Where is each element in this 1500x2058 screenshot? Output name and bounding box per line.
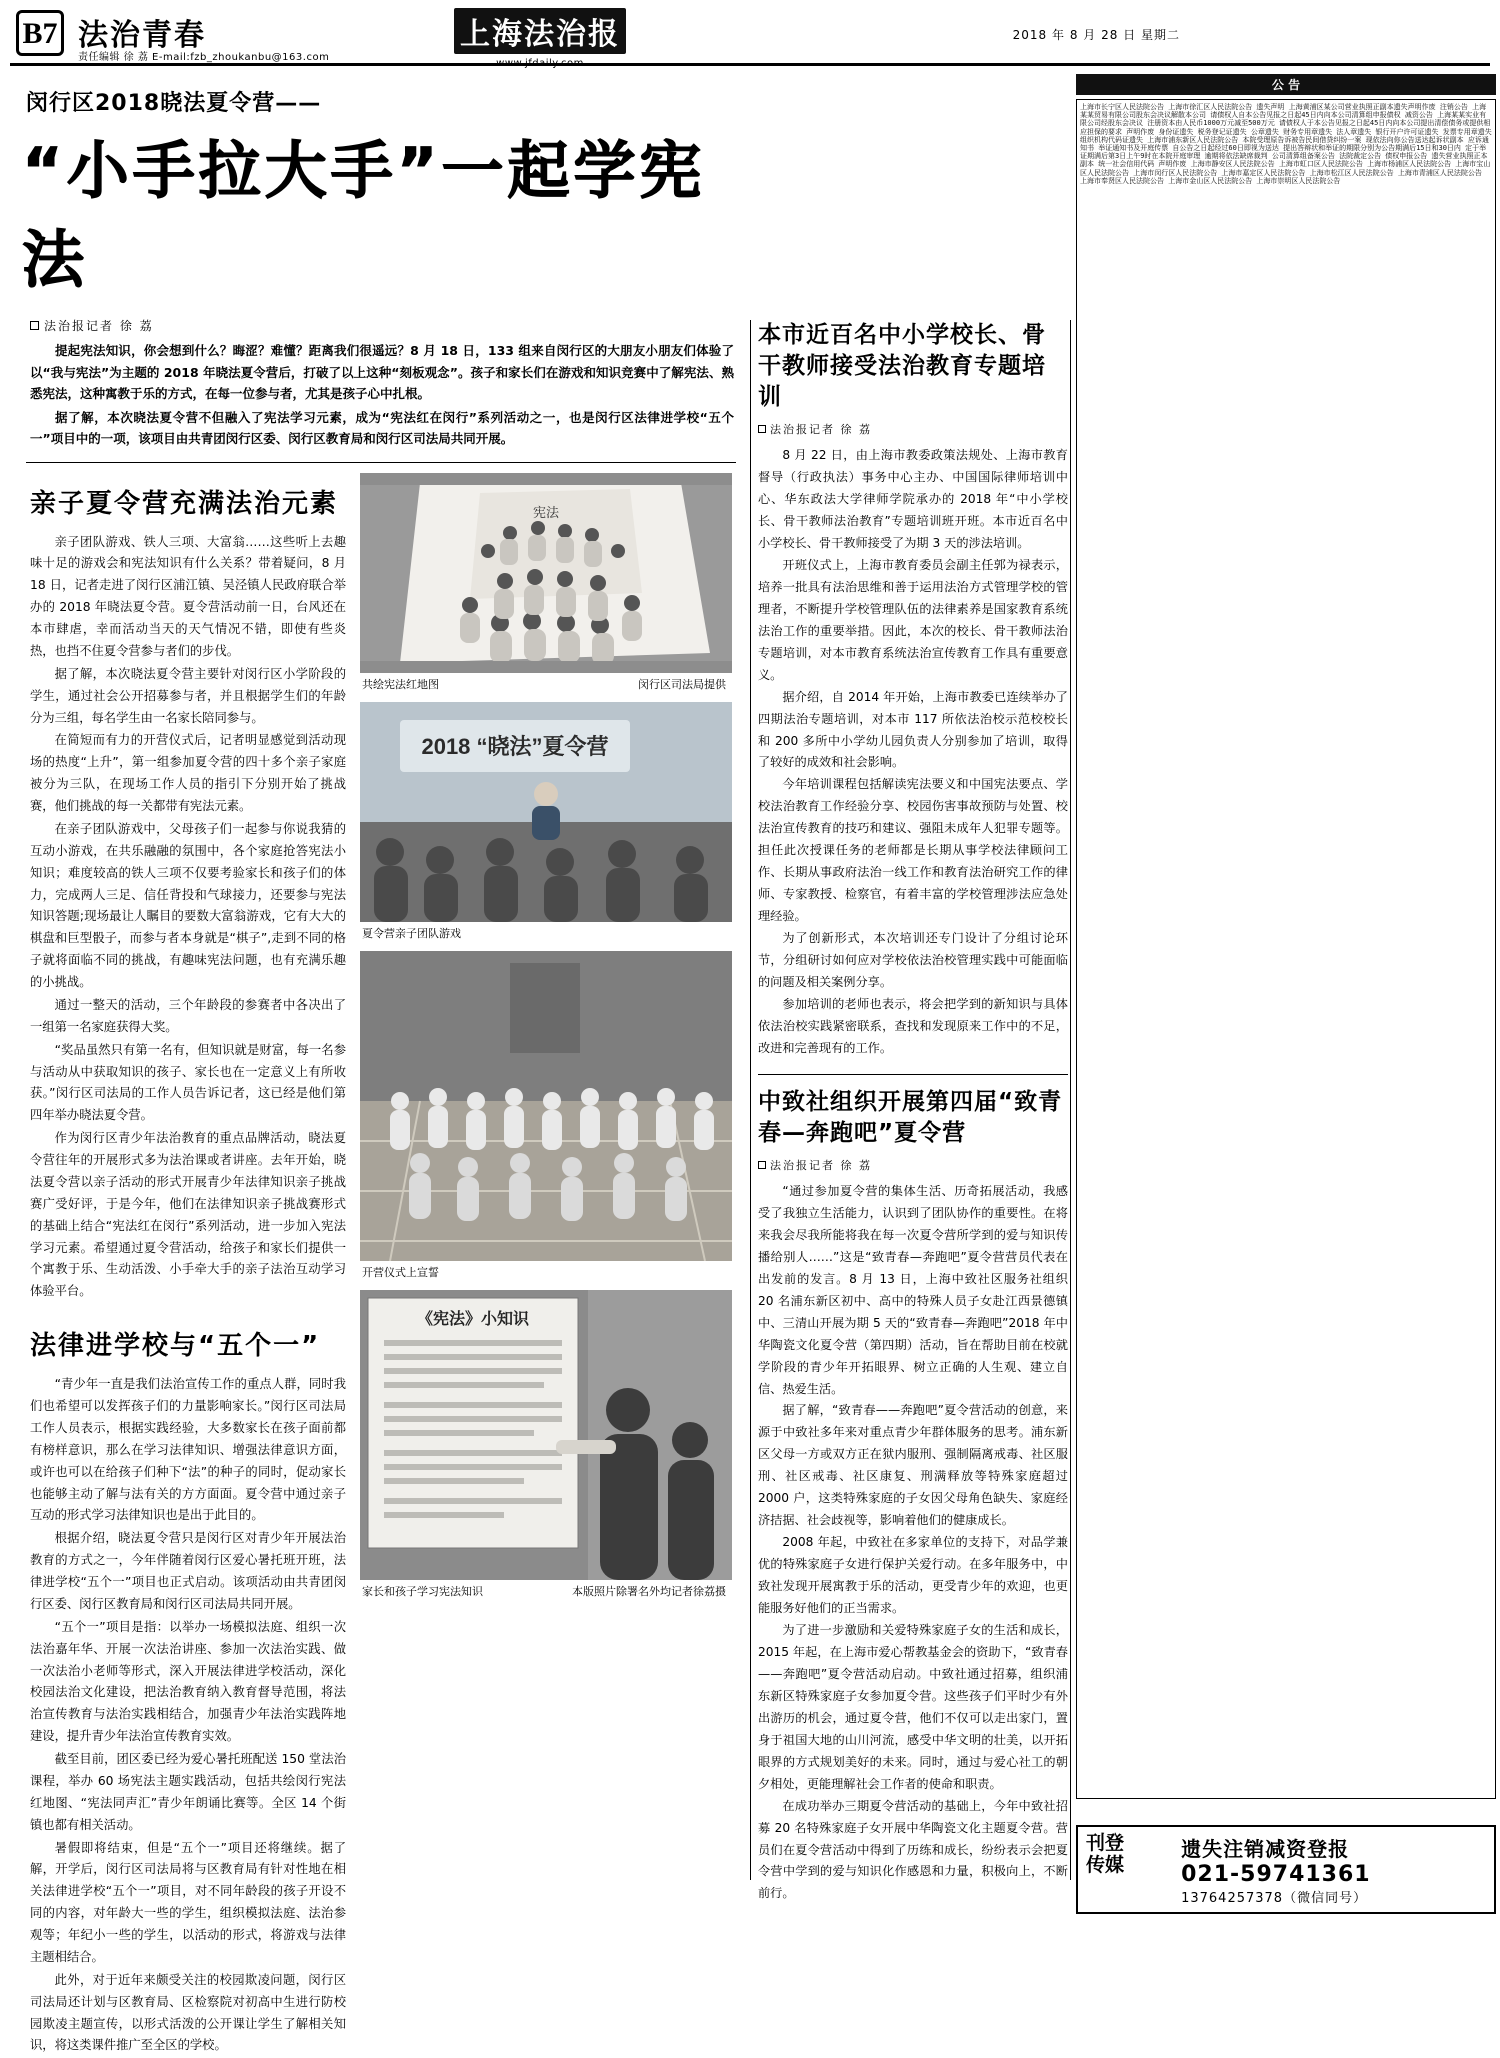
photo-red-map-image (360, 473, 732, 673)
svg-text:宪法: 宪法 (533, 505, 560, 520)
photo-credit: 闵行区司法局提供 (638, 676, 726, 692)
photo-reading-panels-image (360, 1290, 732, 1580)
photo-red-map (360, 473, 732, 673)
section-title: 法治青春 (78, 10, 206, 54)
mid-article-2-title: 中致社组织开展第四届“致青春—奔跑吧”夏令营 (758, 1087, 1068, 1149)
photo-team-game-image (360, 702, 732, 922)
paragraph: “通过参加夏令营的集体生活、历奇拓展活动，我感受了我独立生活能力，认识到了团队协作的重要性。在将来我会尽我所能将我在每一次夏令营所学到的爱与知识传播给别人……”这是“致青春—奔跑吧”夏令营营员代表在出发前的发言。8 月 13 日，上海中致社区服务社组织 20 名浦东新区初中、高中的特殊人员子女赴江西景德镇中、三清山开展为期 5 天的“致青春—奔跑吧”2018 年中华陶瓷文化夏令营（第四期）活动，旨在帮助目前在校就学阶段的青少年开拓眼界、树立正确的人生观、建立自信、热爱生活。 (758, 1181, 1068, 1401)
mid-article-1-title: 本市近百名中小学校长、骨干教师接受法治教育专题培训 (758, 320, 1068, 413)
article-headline: “小手拉大手”一起学宪法 (22, 121, 746, 299)
page-body (10, 74, 1490, 1894)
paragraph: 据介绍，自 2014 年开始，上海市教委已连续举办了四期法治专题培训，对本市 117 所依法治校示范校校长和 200 多所中小学幼儿园负责人分别参加了培训，取得了较好的成效和社会影响。 (758, 687, 1068, 775)
paragraph: 亲子团队游戏、铁人三项、大富翁……这些听上去趣味十足的游戏会和宪法知识有什么关系？带着疑问，8 月 18 日，记者走进了闵行区浦江镇、吴泾镇人民政府联合举办的 2018 年晓法夏令营。夏令营活动前一日，台风还在本市肆虐，幸而活动当天的天气情况不错，即使有些炎热，也挡不住夏令营参与者们的步伐。 (30, 532, 346, 663)
column-divider-1 (750, 320, 751, 1880)
photo-credit: 本版照片除署名外均记者徐荔摄 (572, 1583, 726, 1599)
classified-notices (1076, 99, 1496, 1799)
paragraph: 作为闵行区青少年法治教育的重点品牌活动，晓法夏令营往年的开展形式多为法治课或者讲座。去年开始，晓法夏令营以亲子活动的形式开展青少年法律知识亲子挑战赛广受好评，于是今年，他们在法律知识亲子挑战赛形式的基础上结合“宪法红在闵行”系列活动，进一步加入宪法学习元素。希望通过夏令营活动，给孩子和家长们提供一个寓教于乐、生动活泼、小手牵大手的亲子法治互动学习体验平台。 (30, 1128, 346, 1303)
paragraph: 8 月 22 日，由上海市教委政策法规处、上海市教育督导（行政执法）事务中心主办、中国国际律师培训中心、华东政法大学律师学院承办的 2018 年“中小学校长、骨干教师法治教育”专题培训班开班。本市近百名中小学校长、骨干教师接受了为期 3 天的涉法培训。 (758, 445, 1068, 555)
main-article-column (16, 74, 746, 2058)
page-badge (16, 10, 64, 56)
photo-caption: 开营仪式上宣誓 (362, 1264, 439, 1280)
paragraph: “五个一”项目是指：以举办一场模拟法庭、组织一次法治嘉年华、开展一次法治讲座、参加一次法治实践、做一次法治小老师等形式，深入开展法律进学校活动，深化校园法治文化建设，把法治教育纳入教育督导范围，将法治宣传教育与法治实践相结合，加强青少年法治实践阵地建设，提升青少年法治宣传教育实效。 (30, 1617, 346, 1748)
ad-service-line: 遗失注销减资登报 (1181, 1833, 1481, 1862)
classified-column (1076, 74, 1496, 1914)
paragraph: “青少年一直是我们法治宣传工作的重点人群，同时我们也希望可以发挥孩子们的力量影响家长。”闵行区司法局工作人员表示，根据实践经验，大多数家长在孩子面前都有榜样意识，那么在学习法律知识、增强法律意识方面，或许也可以在给孩子们种下“法”的种子的同时，促动家长也能够主动了解与法有关的方方面面。夏令营中通过亲子互动的形式学习法律知识也是出于此目的。 (30, 1374, 346, 1527)
photo-caption: 家长和孩子学习宪法知识 (362, 1583, 483, 1599)
article-photo-column (356, 473, 728, 2058)
page-badge-label: B7 (22, 17, 57, 50)
article-byline (30, 317, 746, 334)
byline-marker-icon (758, 1161, 766, 1169)
publication-date: 2018 年 8 月 28 日 星期二 (1013, 26, 1180, 43)
article-text-column (16, 473, 356, 2058)
lead-paragraph: 提起宪法知识，你会想到什么？晦涩？难懂？距离我们很遥远？8 月 18 日，133 组来自闵行区的大朋友小朋友们体验了以“我与宪法”为主题的 2018 年晓法夏令营后，打破了以上这种“刻板观念”。孩子和家长们在游戏和知识竞赛中了解宪法、熟悉宪法，这种寓教于乐的方式，在每一位参与者，尤其是孩子心中扎根。 (30, 340, 734, 405)
mid-article-2-byline (758, 1157, 1068, 1173)
ad-brand: 刊登 传媒 (1086, 1833, 1176, 1877)
article-kicker: 闵行区2018晓法夏令营—— (26, 86, 746, 117)
column-divider-2 (1070, 320, 1071, 1880)
classified-ad-phone[interactable] (1076, 1825, 1496, 1914)
classified-block (1076, 74, 1496, 1914)
photo-caption-row (360, 1580, 728, 1609)
paragraph: 为了创新形式，本次培训还专门设计了分组讨论环节，分组研讨如何应对学校依法治校管理实践中可能面临的问题及相关案例分享。 (758, 928, 1068, 994)
paragraph: 此外，对于近年来颇受关注的校园欺凌问题，闵行区司法局还计划与区教育局、区检察院对初高中生进行防校园欺凌主题宣传，以形式活泼的公开课让学生了解相关知识，将这类课件推广至全区的学校。 (30, 1970, 346, 2058)
photo-caption-row (360, 673, 728, 702)
paragraph: 据了解，本次晓法夏令营主要针对闵行区小学阶段的学生，通过社会公开招募参与者，并且根据学生们的年龄分为三组，每名学生由一名家长陪同参与。 (30, 664, 346, 730)
svg-text:《宪法》小知识: 《宪法》小知识 (417, 1309, 530, 1328)
classified-band-title: 公 告 (1076, 74, 1496, 95)
photo-opening-oath (360, 951, 732, 1261)
paragraph: 为了进一步激励和关爱特殊家庭子女的生活和成长，2015 年起，在上海市爱心帮教基金会的资助下，“致青春——奔跑吧”夏令营活动启动。中致社通过招募，组织浦东新区特殊家庭子女参加夏令营。这些孩子们平时少有外出游历的机会，通过夏令营，他们不仅可以走出家门，置身于祖国大地的山川河流，感受中华文明的壮美，以开拓眼界的方式规划美好的未来。同时，通过与爱心社工的朝夕相处，更能理解社会工作者的使命和职责。 (758, 1620, 1068, 1796)
paragraph: 2008 年起，中致社在多家单位的支持下，对品学兼优的特殊家庭子女进行保护关爱行动。在多年服务中，中致社发现开展寓教于乐的活动，更受青少年的欢迎，也更能服务好他们的正当需求。 (758, 1532, 1068, 1620)
ad-phone-number[interactable]: 021-59741361 (1181, 1862, 1481, 1887)
mid-article-1-byline (758, 421, 1068, 437)
editor-contact-line: 责任编辑 徐 荔 E-mail:fzb_zhoukanbu@163.com (78, 48, 329, 63)
paper-url: www.jfdaily.com (440, 58, 640, 69)
masthead (10, 8, 1490, 66)
paragraph: 今年培训课程包括解读宪法要义和中国宪法要点、学校法治教育工作经验分享、校园伤害事故预防与处置、校法治宣传教育的技巧和建议、强阻未成年人犯罪专题等。担任此次授课任务的老师都是长期从事学校法律顾问工作、长期从事政府法治一线工作和教育法治研究工作的律师、专家教授、检察官，有着丰富的学校管理涉法应急处理经验。 (758, 774, 1068, 928)
paper-logo (440, 8, 640, 69)
secondary-articles-column (758, 320, 1068, 1905)
photo-caption-row (360, 1261, 728, 1290)
photo-team-game (360, 702, 732, 922)
byline-text: 法治报记者 徐 荔 (44, 319, 154, 333)
svg-text:2018 “晓法”夏令营: 2018 “晓法”夏令营 (421, 734, 608, 759)
paragraph: 暑假即将结束，但是“五个一”项目还将继续。据了解，开学后，闵行区司法局将与区教育局有针对性地在相关法律进学校“五个一”项目，对不同年龄段的孩子开设不同的内容，对年龄大一些的学生，组织模拟法庭、法治参观等；年纪小一些的学生，以活动的形式，将游戏与法律主题相结合。 (30, 1838, 346, 1969)
photo-reading-panels (360, 1290, 732, 1580)
article-lead (30, 340, 734, 450)
photo-caption: 夏令营亲子团队游戏 (362, 925, 461, 941)
paragraph: 据了解，“致青春——奔跑吧”夏令营活动的创意，来源于中致社多年来对重点青少年群体服务的思考。浦东新区父母一方或双方正在狱内服刑、强制隔离戒毒、社区服刑、社区戒毒、社区康复、刑满释放等特殊家庭超过 2000 户，这类特殊家庭的子女因父母角色缺失、家庭经济拮据、社会歧视等，影响着他们的健康成长。 (758, 1400, 1068, 1532)
paper-name: 上海法治报 (454, 8, 626, 54)
byline-marker-icon (758, 425, 766, 433)
subheading-2: 法律进学校与“五个一” (30, 1325, 346, 1362)
paragraph: 开班仪式上，上海市教育委员会副主任郭为禄表示，培养一批具有法治思维和善于运用法治方式管理学校的管理者，不断提升学校管理队伍的法律素养是国家教育系统法治工作的重要举措。因此，本次的校长、骨干教师法治专题培训，对本市教育系统法治宣传教育工作具有重要意义。 (758, 555, 1068, 687)
ad-details (1181, 1833, 1481, 1906)
paragraph: 参加培训的老师也表示，将会把学到的新知识与具体依法治校实践紧密联系，查找和发现原来工作中的不足，改进和完善现有的工作。 (758, 994, 1068, 1060)
photo-caption-row (360, 922, 728, 951)
article-body-columns (16, 473, 746, 2058)
paragraph: 根据介绍，晓法夏令营只是闵行区对青少年开展法治教育的方式之一，今年伴随着闵行区爱心暑托班开班，法律进学校“五个一”项目也正式启动。该项活动由共青团闵行区委、闵行区教育局和闵行区司法局共同开展。 (30, 1528, 346, 1616)
paragraph: 截至目前，团区委已经为爱心暑托班配送 150 堂法治课程，举办 60 场宪法主题实践活动，包括共绘闵行宪法红地图、“宪法同声汇”青少年朗诵比赛等。全区 14 个街镇也都有相关活动。 (30, 1749, 346, 1837)
byline-marker-icon (30, 321, 39, 330)
classified-notices-text: 上海市长宁区人民法院公告 上海市徐汇区人民法院公告 遗失声明 上海黄浦区某公司营业执照正副本遗失声明作废 注销公告 上海某某贸易有限公司股东会决议解散本公司 请债权人自本公告见报之日起45日内向本公司清算组申报债权 减资公告 上海某某实业有限公司经股东会决议 注册资本由人民币1000万元减至500万元 请债权人于本公告见报之日起45日内向本公司提出清偿债务或提供相应担保的要求 声明作废 身份证遗失 税务登记证遗失 公章遗失 财务专用章遗失 法人章遗失 银行开户许可证遗失 发票专用章遗失 组织机构代码证遗失 上海市浦东新区人民法院公告 本院受理原告诉被告民间借贷纠纷一案 现依法向你公告送达起诉状副本 应诉通知书 举证通知书及开庭传票 自公告之日起经过60日即视为送达 提出答辩状和举证的期限分别为公告期满后15日和30日内 定于举证期满后第3日上午9时在本院开庭审理 逾期将依法缺席裁判 公司清算组备案公告 法院裁定公告 债权申报公告 遗失营业执照正本副本 统一社会信用代码 声明作废 上海市静安区人民法院公告 上海市虹口区人民法院公告 上海市杨浦区人民法院公告 上海市宝山区人民法院公告 上海市闵行区人民法院公告 上海市嘉定区人民法院公告 上海市松江区人民法院公告 上海市青浦区人民法院公告 上海市奉贤区人民法院公告 上海市金山区人民法院公告 上海市崇明区人民法院公告 (1080, 103, 1492, 185)
subheading-1: 亲子夏令营充满法治元素 (30, 483, 346, 520)
byline-text: 法治报记者 徐 荔 (770, 423, 872, 436)
paragraph: 在亲子团队游戏中，父母孩子们一起参与你说我猜的互动小游戏，在共乐融融的氛围中，各个家庭抢答宪法小知识；难度较高的铁人三项不仅要考验家长和孩子们的体力，完成两人三足、信任背投和气球接力，还要参与宪法知识答题;现场最让人瞩目的要数大富翁游戏，它有大大的棋盘和巨型骰子，而参与者本身就是“棋子”,走到不同的格子就将面临不同的挑战，有趣味宪法问题，也有充满乐趣的小挑战。 (30, 819, 346, 994)
paragraph: 通过一整天的活动，三个年龄段的参赛者中各决出了一组第一名家庭获得大奖。 (30, 995, 346, 1039)
paragraph: 在成功举办三期夏令营活动的基础上，今年中致社招募 20 名特殊家庭子女开展中华陶瓷文化主题夏令营。营员们在夏令营活动中得到了历练和成长，纷纷表示会把夏令营中学到的爱与知识化作感恩和力量，积极向上，不断前行。 (758, 1796, 1068, 1906)
ad-mobile-number[interactable]: 13764257378（微信同号） (1181, 1887, 1481, 1906)
photo-opening-oath-image (360, 951, 732, 1261)
section-rule (26, 462, 736, 463)
paragraph: “奖品虽然只有第一名有，但知识就是财富，每一名参与活动从中获取知识的孩子、家长也在一定意义上有所收获。”闵行区司法局的工作人员告诉记者，这已经是他们第四年举办晓法夏令营。 (30, 1040, 346, 1128)
photo-caption: 共绘宪法红地图 (362, 676, 439, 692)
lead-paragraph: 据了解，本次晓法夏令营不但融入了宪法学习元素，成为“宪法红在闵行”系列活动之一，也是闵行区法律进学校“五个一”项目中的一项，该项目由共青团闵行区委、闵行区教育局和闵行区司法局共同开展。 (30, 407, 734, 450)
article-separator (758, 1074, 1068, 1075)
byline-text: 法治报记者 徐 荔 (770, 1159, 872, 1172)
paragraph: 在简短而有力的开营仪式后，记者明显感觉到活动现场的热度“上升”，第一组参加夏令营的四十多个亲子家庭被分为三队，在现场工作人员的指引下分别开始了挑战赛，他们挑战的每一关都带有宪法元素。 (30, 730, 346, 818)
